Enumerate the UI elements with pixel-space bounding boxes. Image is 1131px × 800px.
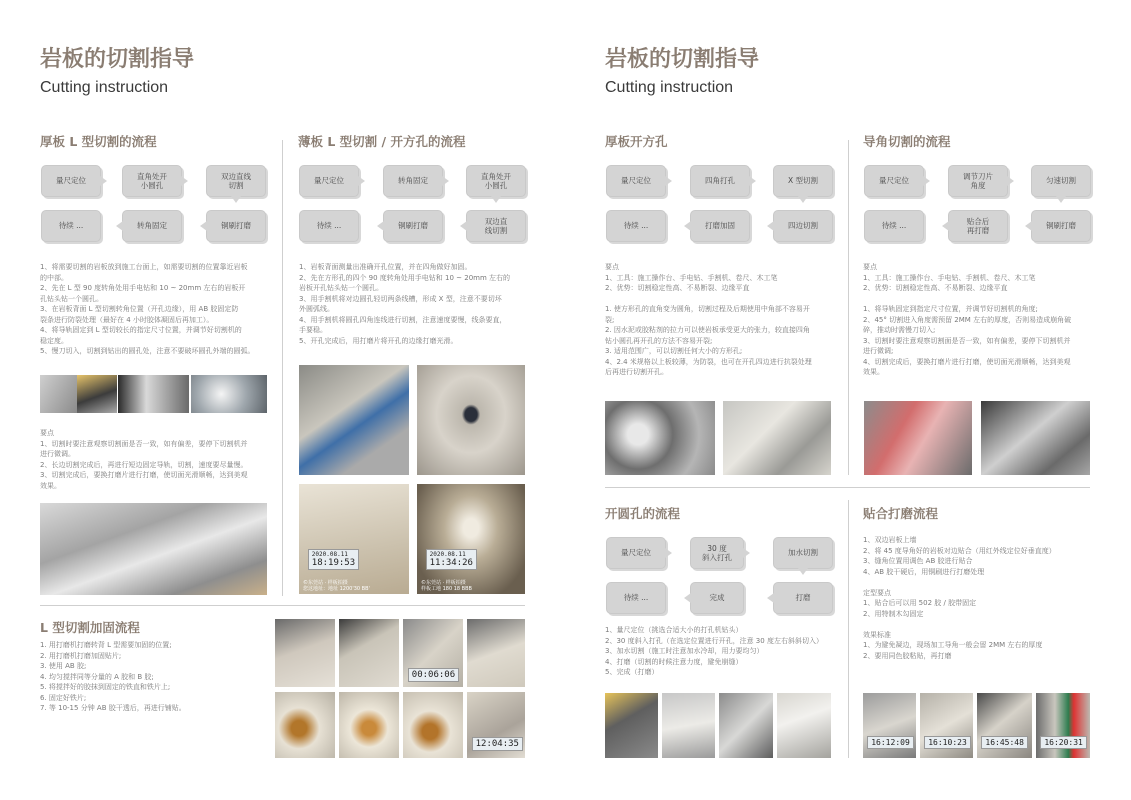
section-title-thick-l: 厚板 L 型切割的流程 (40, 134, 157, 149)
step-corner-hole: 直角处开 小圆孔 (466, 165, 526, 197)
section-title-round-hole: 开圆孔的流程 (605, 506, 681, 521)
photo-reinforce-3 (403, 619, 463, 687)
photo-round-2 (662, 693, 715, 758)
photo-reinforce-7 (403, 692, 463, 758)
step-x-cut: X 型切割 (773, 165, 833, 197)
step-brush-polish: 铜刷打磨 (383, 210, 443, 242)
thick-l-text: 1、将需要切割的岩板放到施工台面上，如需要切割的位置靠近岩板 的中部。 2、先在 L 型 90 度转角处用手电钻和 10 ~ 20mm 左右的岩板开 孔钻头钻一个圆孔。 3、在岩板背面 L 型切割转角位置（开孔边缘），用 AB 胶固定防 裂条进行防裂处理（最好在 4 小时胶体凝固后再加工）。 4、将导轨固定到 L 型切较长的指定尺寸位置，并调节好切割机的 稳定度。 5、慢刀切入，切割到钻出的圆孔处，注意不要破坏圆孔外端的圆弧。 (40, 263, 255, 355)
step-double-cut: 双边直线 切割 (206, 165, 266, 197)
photo-reinforce-2 (339, 619, 399, 687)
photo-slab-hole (191, 375, 267, 413)
photo-x-cut: 2020.08.11 18:19:53 ©东莞站 · 样板拍摄 您这地址：地址 1200'30 BB' (299, 484, 409, 594)
step-double-cut: 双边直 线切割 (466, 210, 526, 242)
step-done: 完成 (690, 582, 744, 614)
step-four-side-cut: 四边切割 (773, 210, 833, 242)
chamfer-text: 要点 1、工具：施工操作台、手电钻、手割机、卷尺、木工笔 2、优势：切割稳定性高、不易断裂、边缘平直 1、将导轨固定到指定尺寸位置，并调节好切割机的角度; 2、45° 切割进入角度需预留 2MM 左右的厚度，否则易造成崩角破 碎，推动时需慢刀切入; 3、切割时要注意观察切割面是否一致，如有偏差，要停下切割机并 进行微调; 4、切割完成后，要换打磨片进行打磨，使切面光滑顺畅，达到美观 效果。 (863, 263, 1072, 376)
photo-drill (118, 375, 189, 413)
step-water-cut: 加水切割 (773, 537, 833, 569)
photo-round-3 (719, 693, 773, 758)
step-angled-drill: 30 度 斜入打孔 (690, 537, 744, 569)
timestamp: 2020.08.11 18:19:53 (308, 549, 359, 570)
step-continue: 待续 ... (299, 210, 359, 242)
section-title-thick-square: 厚板开方孔 (605, 134, 668, 149)
timestamp: 16:45:48 (981, 736, 1028, 749)
step-corner-fix: 转角固定 (122, 210, 182, 242)
step-corner-hole: 直角处开 小圆孔 (122, 165, 182, 197)
right-divider-top (848, 140, 849, 475)
step-fit-polish: 贴合后 再打磨 (948, 210, 1008, 242)
timestamp: 16:10:23 (924, 736, 971, 749)
photo-reinforce-6 (339, 692, 399, 758)
right-divider-bottom (848, 500, 849, 758)
timestamp: 00:06:06 (408, 668, 459, 682)
photo-edge-grind (981, 401, 1090, 475)
photo-saw-cut (605, 401, 715, 475)
photo-worker-cut (77, 375, 117, 413)
step-polish: 打磨 (773, 582, 833, 614)
round-hole-text: 1、量尺定位（挑选合适大小的打孔机钻头） 2、30 度斜入打孔（在选定位置进行开孔，注意 30 度左右斜斜切入） 3、加水切割（施工时注意加水冷却，用力要均匀） 4、打磨（切割的时候注意力度，避免崩缝） 5、完成（打磨） (605, 626, 823, 676)
left-page-title: 岩板的切割指导 (40, 47, 195, 72)
step-continue: 待续 ... (41, 210, 101, 242)
section-title-fit-polish: 贴合打磨流程 (863, 506, 939, 521)
photo-square-hole (417, 365, 525, 475)
l-reinforce-text: 1. 用打磨机打磨转背 L 型需要加固的位置; 2. 用打磨机打磨加固贴片; 3. 使用 AB 胶; 4. 均匀搅拌同等分量的 A 胶和 B 胶; 5. 将搅拌好的胶抹到固定的铁直和铁片上; 6. 固定好铁片; 7. 等 10-15 分钟 AB 胶干透后，再进行铺贴。 (40, 641, 186, 712)
photo-round-1 (605, 693, 658, 758)
thick-l-notes: 要点 1、切割时要注意观察切割面是否一致，如有偏差，要停下切割机并 进行微调。 2、长边切割完成后，再进行短边固定导轨，切割，速度要尽量慢。 3、切割完成后，要换打磨片进行打磨，使切面光滑顺畅，达到美观 效果。 (40, 429, 248, 490)
timestamp: 12:04:35 (472, 737, 523, 751)
photo-square-cut (723, 401, 831, 475)
right-h-divider (605, 487, 1090, 488)
thin-l-text: 1、岩板背面测量出准确开孔位置，并在四角做好加固。 2、先在方形孔的四个 90 度转角处用手电钻和 10 ~ 20mm 左右的 岩板开孔钻头钻一个圆孔。 3、用手割机将对边圆孔轻切两条线槽，形成 X 型，注意不要切坏 外圆弧线。 4、用手割机将圆孔四角连线进行切割，注意速度要慢，线条要直， 手要稳。 5、开孔完成后，用打磨片将开孔的边缘打磨光滑。 (299, 263, 511, 345)
step-even-cut: 匀速切割 (1031, 165, 1091, 197)
step-corner-fix: 转角固定 (383, 165, 443, 197)
step-measure: 量尺定位 (299, 165, 359, 197)
step-measure: 量尺定位 (606, 165, 666, 197)
timestamp: 16:20:31 (1040, 736, 1087, 749)
step-adjust-angle: 调节刀片 角度 (948, 165, 1008, 197)
photo-drill-slab (299, 365, 409, 475)
photo-reinforced-hole: 2020.08.11 11:34:26 ©东莞站 · 样板拍摄 样板工地 180 18 BBB (417, 484, 525, 594)
photo-angle-cut (864, 401, 972, 475)
right-page-title: 岩板的切割指导 (605, 47, 760, 72)
step-four-corner-drill: 四角打孔 (690, 165, 750, 197)
left-divider (282, 140, 283, 596)
thick-square-text: 要点 1、工具：施工操作台、手电钻、手割机、卷尺、木工笔 2、优势：切割稳定性高、不易断裂、边缘平直 1. 使方形孔的直角变为圆角，切割过程及后期使用中角部不容易开 裂; 2. 因水泥或胶粘剂的拉力可以使岩板承受更大的张力，较直接四角 钻小圆孔再开孔的方法不容易开裂; 3. 适用范围广，可以切割任何大小的方形孔; 4、2.4 米规格以上板较薄，为防裂，也可在开孔四边进行抗裂处理 后再进行切割开孔。 (605, 263, 812, 376)
section-title-l-reinforce: L 型切割加固流程 (40, 620, 140, 635)
step-measure: 量尺定位 (864, 165, 924, 197)
photo-cutting-slab (40, 503, 267, 595)
left-page-subtitle: Cutting instruction (40, 79, 169, 96)
photo-fit-1 (863, 693, 916, 758)
step-continue: 待续 ... (606, 210, 666, 242)
photo-fit-3 (977, 693, 1032, 758)
step-continue: 待续 ... (864, 210, 924, 242)
section-title-thin-l: 薄板 L 型切割 / 开方孔的流程 (298, 134, 466, 149)
fit-polish-text: 1、双边岩板上墙 2、将 45 度导角好的岩板对边贴合（用红外线定位好垂直度） 3、缝角位置用调色 AB 胶进行贴合 4、AB 胶干硬后，用铜刷进行打磨处理 定型要点 1、贴合后可以用 502 胶 / 胶带固定 2、用特制木勾固定 效果标准 1、为避免凝边，现场加工导角一般会留 2MM 左右的厚度 2、要用同色胶粘贴，再打磨 (863, 536, 1056, 660)
photo-round-4 (777, 693, 831, 758)
right-page-subtitle: Cutting instruction (605, 79, 734, 96)
step-measure: 量尺定位 (41, 165, 101, 197)
left-h-divider (40, 605, 525, 606)
step-measure: 量尺定位 (606, 537, 666, 569)
step-brush-polish: 铜刷打磨 (206, 210, 266, 242)
photo-fit-4 (1036, 693, 1090, 758)
section-title-chamfer: 导角切割的流程 (863, 134, 951, 149)
step-continue: 待续 ... (606, 582, 666, 614)
photo-reinforce-1 (275, 619, 335, 687)
timestamp: 2020.08.11 11:34:26 (426, 549, 477, 570)
photo-reinforce-8 (467, 692, 525, 758)
timestamp: 16:12:09 (867, 736, 914, 749)
step-brush-polish: 铜刷打磨 (1031, 210, 1091, 242)
step-polish-reinforce: 打磨加固 (690, 210, 750, 242)
photo-fit-2 (920, 693, 973, 758)
photo-reinforce-4 (467, 619, 525, 687)
photo-reinforce-5 (275, 692, 335, 758)
